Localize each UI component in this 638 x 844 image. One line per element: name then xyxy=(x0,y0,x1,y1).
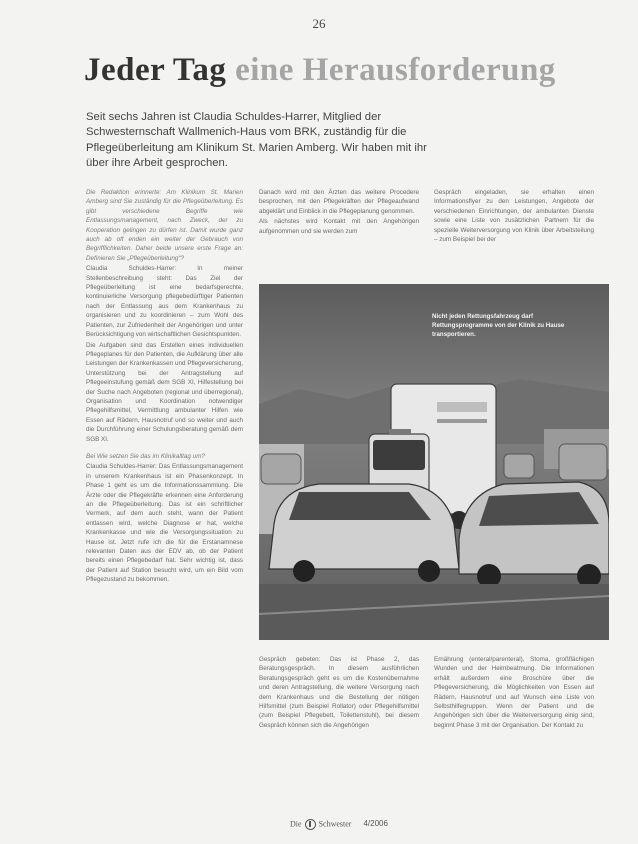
page-number: 26 xyxy=(312,16,326,31)
article-title xyxy=(84,52,556,89)
car-left xyxy=(269,484,459,582)
title-light: eine Herausforderung xyxy=(235,52,556,88)
paragraph: Ernährung (enteral/parenteral), Stoma, großflächigen Wunden und der Heimbeatmung. Die Informationen erhält außerdem eine Broschüre über die Pflegeversicherung, die Möglichkeiten von Essen auf Rädern, Hausnotruf und auf Wunsch eine Liste von Selbsthilfegruppen. Wenn der Patient und die Angehörigen sich über die Weiterversorgung einig sind, beginnt Phase 3 mit der Organisation. Der Kontakt zu xyxy=(434,656,594,729)
paragraph: Die Redaktion erinnerte: Am Klinikum St. Marien Amberg sind Sie zuständig für die Pflegeüberleitung. Es gibt verschiedene Begriffe wie Entlassungsmanagement, nach Zweck, der zu Kooperation gelingen zu dürfen ist. Damit wurde ganz auch ab oft enden ein weiter der Gebrauch von Begrifflichkeiten. Daher beide unsere erste Frage an: Definieren Sie „Pflegeüberleitung“? xyxy=(86,189,243,262)
ambulance-photo xyxy=(259,284,609,640)
text-column-2-lower xyxy=(259,655,419,731)
cross-logo-icon xyxy=(305,819,316,830)
issue-number: 4/2006 xyxy=(363,819,388,829)
paragraph: Claudia Schuldes-Harrer: Das Entlassungsmanagement in unserem Krankenhaus ist ein Phasenkonzept. In Phase 1 geht es um die Informationssammlung. Die Ärzte oder die Pflegekräfte erkennen eine Anforderung an die Pflegeüberleitung. Das ist ein schriftlicher Vermerk, auf dem auch steht, wann der Patient entlassen wird, welche Diagnose er hat, welche Krankenkasse und wie die Versorgungssituation zu Hause ist. Jetzt rufe ich die für die Erstanamnese relevanten Daten aus der EDV ab, ob der Patient bereits einen Pflegebedarf hat. Sehr wichtig ist, dass der Patient auf Station besucht wird, um ein Bild vom Pflegezustand zu bekommen. xyxy=(86,463,243,584)
title-dark: Jeder Tag xyxy=(84,52,227,88)
magazine-name-prefix: Die xyxy=(290,819,302,829)
car-right xyxy=(459,482,609,588)
text-column-2 xyxy=(259,188,419,237)
paragraph: Die Aufgaben sind das Erstellen eines individuellen Pflegeplanes für den Patienten, die Aufklärung über alle Leistungen der Krankenkassen und Pflegeversicherung, Unterstützung bei der Antragstellung auf Pflegeeinstufung gemäß dem SGB XI, Hilfestellung bei der Suche nach Angeboten (regional und überregional), Organisation und Koordination notwendiger Pflegehilfsmittel, Vermittlung ambulanter Hilfen wie Essen auf Rädern, Hausnotruf und so weiter und auch die Durchführung einer Schulungsberatung gemäß dem SGB XI. xyxy=(86,341,243,443)
paragraph: Claudia Schuldes-Harrer: In meiner Stellenbeschreibung steht: Das Ziel der Pflegeüberleitung ist eine bedarfsgerechte, kontinuierliche Versorgung pflegebedürftiger Patienten nach der Entlassung aus dem Krankenhaus zu organisieren und zu koordinieren – zum Wohl des Patienten, zur Zufriedenheit der Angehörigen und unter Berücksichtigung von wirtschaftlichen Gesichtspunkten. xyxy=(86,265,243,339)
page-footer xyxy=(290,819,388,830)
paragraph: Gespräch eingeladen, sie erhalten einen Informationsflyer zu den Leistungen, Angebote der verschiedenen Einrichtungen, der ambulanten Dienste sowie eine Liste von zusätzlichen Partnern für die spezielle Weiterversorgung von Klinik über Arbeitsteilung – zum Beispiel bei der xyxy=(434,189,594,244)
text-column-3-lower xyxy=(434,655,594,731)
paragraph: Bei Wie setzen Sie das im Klinikalltag um? xyxy=(86,452,205,460)
text-column-1 xyxy=(86,188,243,586)
magazine-name: Schwester xyxy=(318,819,352,829)
text-column-3 xyxy=(434,188,594,245)
paragraph: Als nächstes wird Kontakt mit den Angehörigen aufgenommen und sie werden zum xyxy=(259,218,419,235)
photo-caption: Nicht jeden Rettungsfahrzeug darf Rettungsprogramme von der Klinik zu Hause transportieren. xyxy=(432,313,565,338)
paragraph: Gespräch gebeten: Das ist Phase 2, das Beratungsgespräch. In diesem ausführlichen Beratungsgespräch geht es um die Kostenübernahme und deren Antragstellung, die weitere Versorgung nach dem Krankenhaus und die Bestellung der nötigen Hilfsmittel (zum Beispiel Rollator) oder Pflegehilfsmittel (zum Beispiel Pflegebett, Toilettenstuhl), bei diesem Gespräch können sich die Angehörigen xyxy=(259,656,419,729)
paragraph: Danach wird mit den Ärzten das weitere Procedere besprochen, mit den Pflegekräften der Pflegeaufwand abgeklärt und Einblick in die Pflegeplanung genommen. xyxy=(259,189,419,215)
article-intro: Seit sechs Jahren ist Claudia Schuldes-Harrer, Mitglied der Schwesternschaft Wallmenich-Haus vom BRK, zuständig für die Pflegeüberleitung am Klinikum St. Marien Amberg. Wir haben mit ihr über ihre Arbeit gesprochen. xyxy=(86,111,427,170)
